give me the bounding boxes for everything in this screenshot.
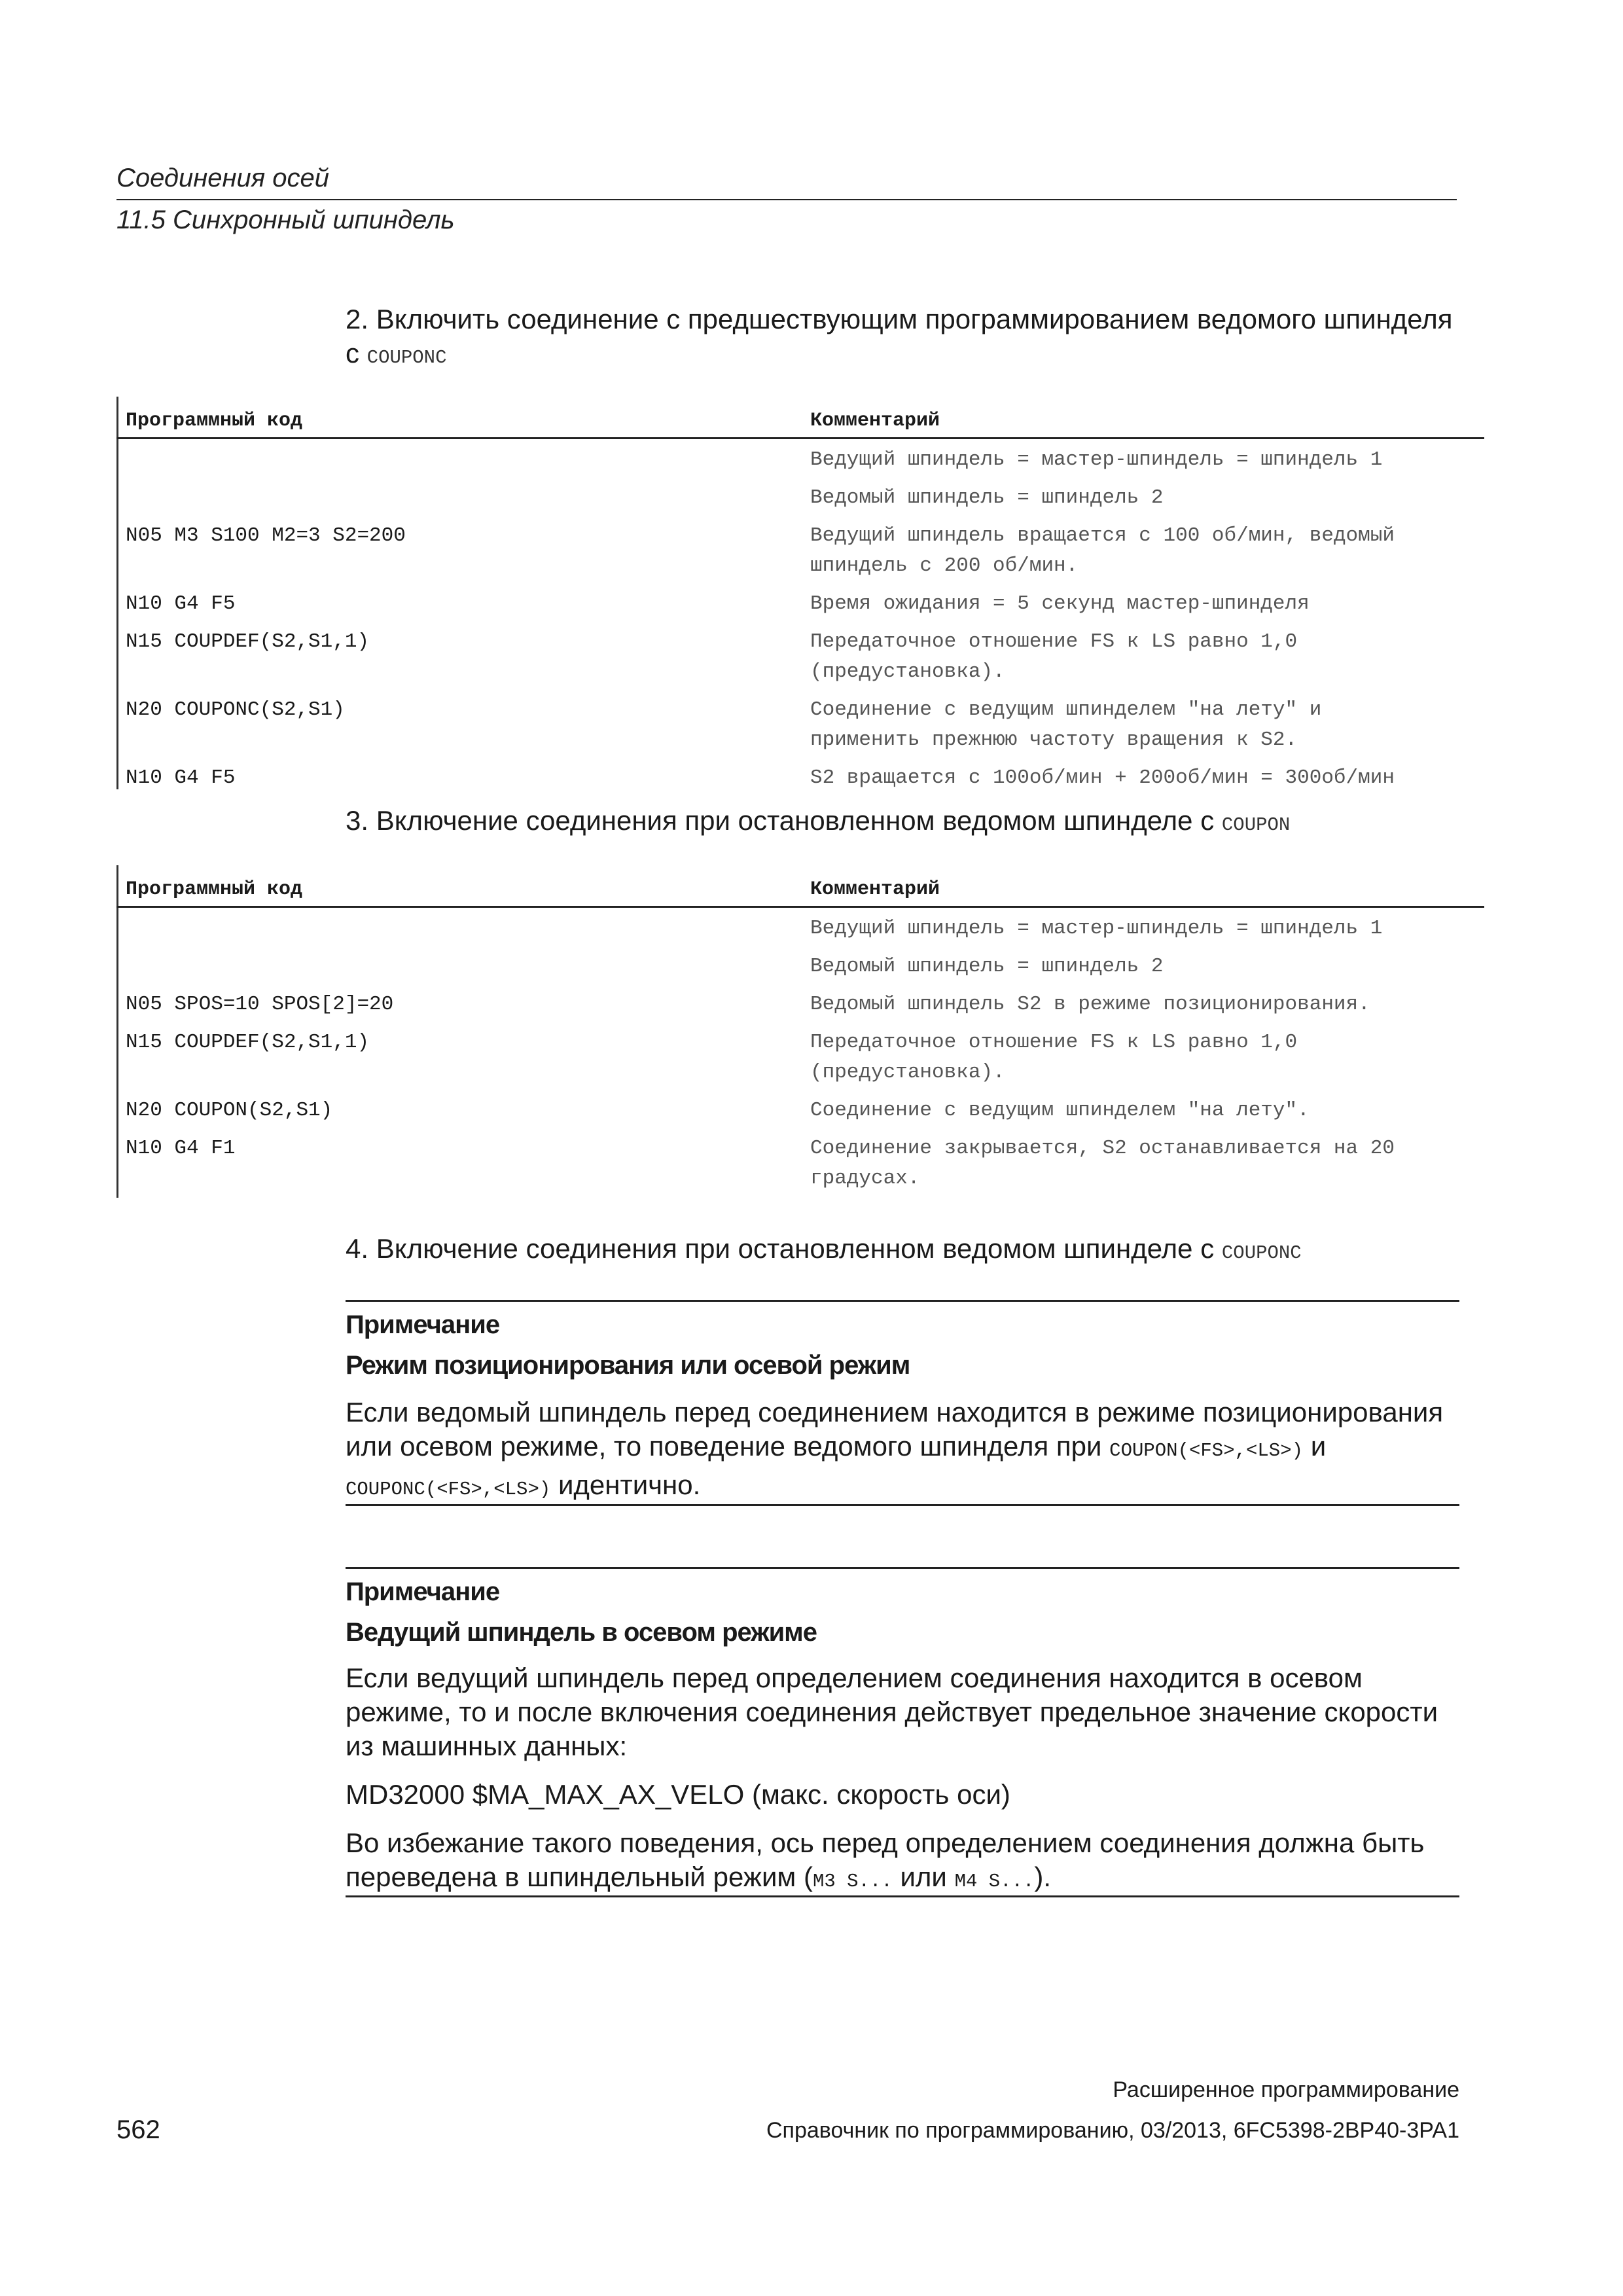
note2-line: Во избежание такого поведения, ось перед определением соединения должна быть <box>346 1827 1425 1858</box>
comment-line: Передаточное отношение FS к LS равно 1,0 <box>810 630 1298 653</box>
comment-cell <box>810 627 1484 687</box>
note2-line: Если ведущий шпиндель перед определением соединения находится в осевом <box>346 1662 1363 1693</box>
table2-left-border <box>116 865 118 1198</box>
comment-line: Соединение закрывается, S2 останавливается на 20 <box>810 1137 1395 1160</box>
comment-cell: S2 вращается с 100об/мин + 200об/мин = 300об/мин <box>810 766 1395 789</box>
table1-header-rule <box>116 437 1484 439</box>
note2-line: переведена в шпиндельный режим ( <box>346 1861 813 1892</box>
comment-cell: Время ожидания = 5 секунд мастер-шпинделя <box>810 592 1310 615</box>
comment-line: градусах. <box>810 1167 920 1190</box>
comment-line: применить прежнюю частоту вращения к S2. <box>810 728 1298 751</box>
item3-text <box>346 804 1290 842</box>
code-cell: N05 SPOS=10 SPOS[2]=20 <box>126 993 394 1016</box>
note2-title: Ведущий шпиндель в осевом режиме <box>346 1618 817 1647</box>
comment-line: Ведущий шпиндель вращается с 100 об/мин, ведомый <box>810 524 1395 547</box>
note1-bottom-rule <box>346 1504 1459 1506</box>
code-cell: N05 M3 S100 M2=3 S2=200 <box>126 524 406 547</box>
item2-code: COUPONC <box>366 347 447 368</box>
comment-line: (предустановка). <box>810 660 1005 683</box>
footer-book-title: Расширенное программирование <box>1113 2077 1459 2102</box>
note2-line: или <box>900 1861 947 1892</box>
inline-code: M3 S... <box>812 1871 893 1892</box>
comment-cell <box>810 1134 1484 1194</box>
item3-label: 3. Включение соединения при остановленном ведомом шпинделе с <box>346 805 1215 836</box>
code-cell: N10 G4 F1 <box>126 1137 236 1160</box>
code-cell: N20 COUPON(S2,S1) <box>126 1099 333 1122</box>
header-rule <box>116 199 1457 200</box>
item4-label: 4. Включение соединения при остановленном ведомом шпинделе с <box>346 1233 1215 1264</box>
table1-col-code: Программный код <box>126 410 303 432</box>
item3-code: COUPON <box>1221 814 1291 836</box>
note2-para1 <box>346 1661 1465 1763</box>
comment-cell: Ведомый шпиндель S2 в режиме позиционирования. <box>810 993 1370 1016</box>
chapter-title: Соединения осей <box>116 164 330 192</box>
comment-line: Передаточное отношение FS к LS равно 1,0 <box>810 1031 1298 1054</box>
note1-line: или осевом режиме, то поведение ведомого шпинделя при <box>346 1431 1102 1462</box>
note2-bottom-rule <box>346 1895 1459 1897</box>
note1-line: идентично. <box>558 1469 701 1500</box>
comment-line: (предустановка). <box>810 1061 1005 1084</box>
comment-cell <box>810 695 1484 755</box>
comment-cell <box>810 1028 1484 1088</box>
item4-code: COUPONC <box>1221 1242 1302 1264</box>
table-row <box>810 445 1484 475</box>
note2-label: Примечание <box>346 1577 500 1606</box>
note1-line: Если ведомый шпиндель перед соединением находится в режиме позиционирования <box>346 1397 1444 1427</box>
comment-cell: Ведущий шпиндель = мастер-шпиндель = шпиндель 1 <box>810 917 1383 940</box>
comment-cell: Ведущий шпиндель = мастер-шпиндель = шпиндель 1 <box>810 448 1383 471</box>
table-row <box>810 483 1484 513</box>
comment-line: Соединение с ведущим шпинделем "на лету" и <box>810 698 1322 721</box>
item4-text <box>346 1232 1302 1270</box>
table1-col-comment: Комментарий <box>810 410 940 432</box>
section-title: 11.5 Синхронный шпиндель <box>116 206 455 234</box>
footer-book-ref: Справочник по программированию, 03/2013, 6FC5398-2BP40-3PA1 <box>766 2118 1459 2143</box>
code-cell: N15 COUPDEF(S2,S1,1) <box>126 1031 370 1054</box>
comment-cell: Соединение с ведущим шпинделем "на лету". <box>810 1099 1310 1122</box>
inline-code: COUPON(<FS>,<LS>) <box>1109 1440 1304 1462</box>
note1-label: Примечание <box>346 1310 500 1339</box>
note1-body <box>346 1395 1465 1507</box>
code-cell: N10 G4 F5 <box>126 766 236 789</box>
note2-top-rule <box>346 1567 1459 1569</box>
table2-header-rule <box>116 906 1484 908</box>
item2-line2: с <box>346 338 359 368</box>
comment-cell: Ведомый шпиндель = шпиндель 2 <box>810 955 1164 978</box>
comment-line: шпиндель с 200 об/мин. <box>810 554 1079 577</box>
page-number: 562 <box>116 2115 160 2144</box>
note2-line: режиме, то и после включения соединения действует предельное значение скорости <box>346 1696 1438 1727</box>
table2-col-code: Программный код <box>126 878 303 901</box>
note2-para2: MD32000 $MA_MAX_AX_VELO (макс. скорость оси) <box>346 1779 1010 1810</box>
note1-top-rule <box>346 1300 1459 1302</box>
code-cell: N15 COUPDEF(S2,S1,1) <box>126 630 370 653</box>
note2-line: из машинных данных: <box>346 1731 628 1761</box>
note2-para3 <box>346 1826 1465 1899</box>
note1-title: Режим позиционирования или осевой режим <box>346 1351 910 1380</box>
note1-line: и <box>1310 1431 1327 1462</box>
inline-code: COUPONC(<FS>,<LS>) <box>346 1479 551 1500</box>
inline-code: M4 S... <box>954 1871 1035 1892</box>
item2-text <box>346 302 1452 375</box>
table1-left-border <box>116 397 118 789</box>
note2-line: ). <box>1034 1861 1052 1892</box>
comment-cell: Ведомый шпиндель = шпиндель 2 <box>810 486 1164 509</box>
code-cell: N20 COUPONC(S2,S1) <box>126 698 345 721</box>
code-cell: N10 G4 F5 <box>126 592 236 615</box>
table2-col-comment: Комментарий <box>810 878 940 901</box>
item2-line1: 2. Включить соединение с предшествующим программированием ведомого шпинделя <box>346 304 1453 334</box>
comment-cell <box>810 521 1484 581</box>
